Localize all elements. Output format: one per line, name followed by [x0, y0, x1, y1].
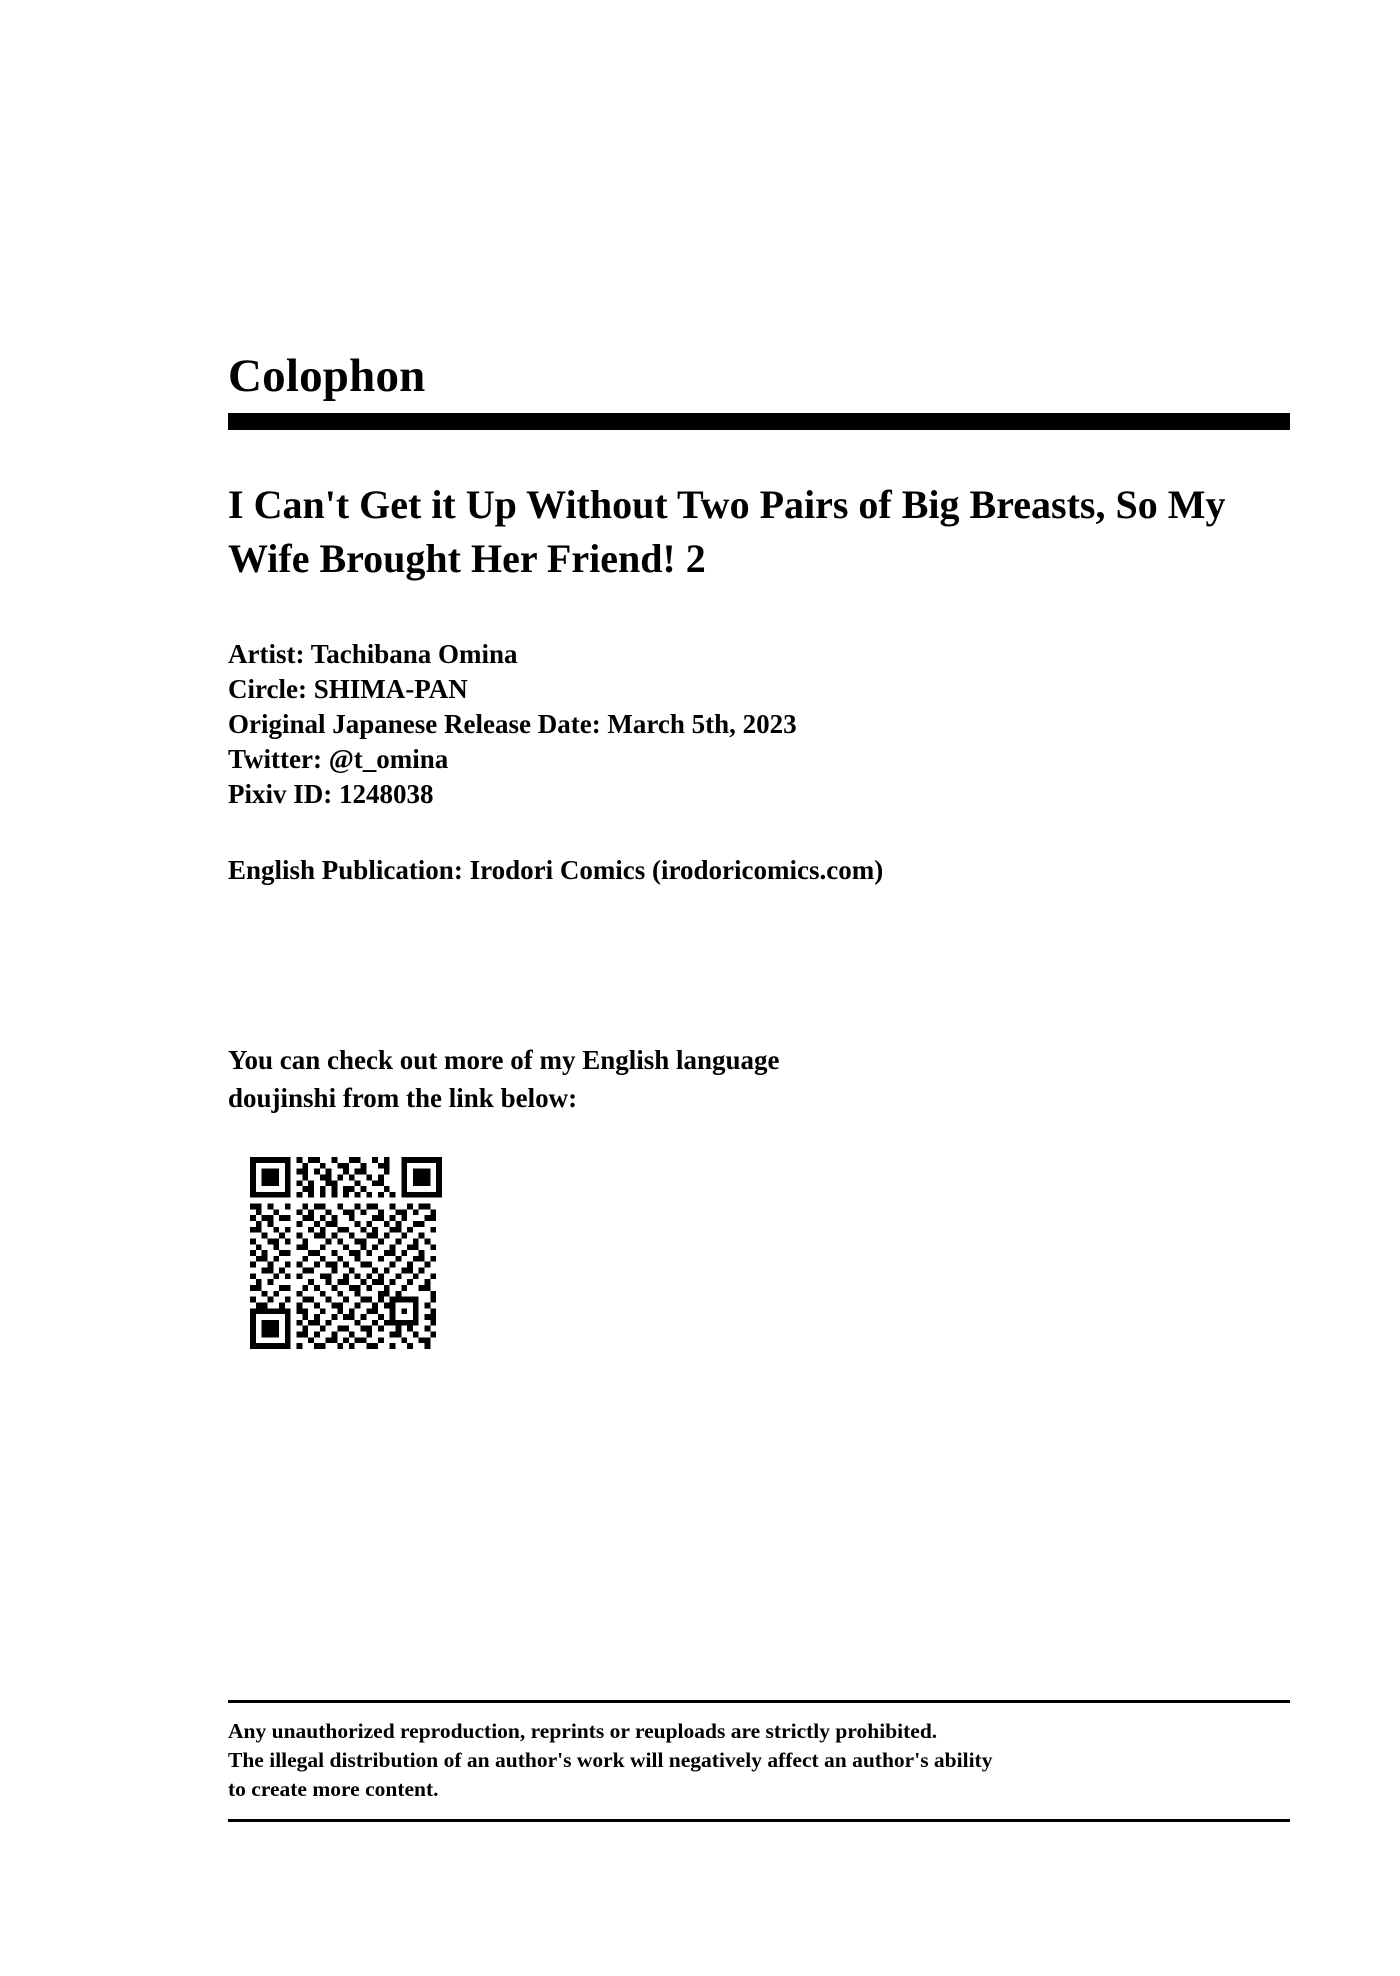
qr-code-icon[interactable] — [250, 1157, 442, 1349]
credit-release-date: Original Japanese Release Date: March 5th, 2023 — [228, 708, 797, 739]
footer-line-1: Any unauthorized reproduction, reprints or reuploads are strictly prohibited. — [228, 1719, 938, 1743]
footer-bottom-divider — [228, 1819, 1290, 1822]
credit-artist: Artist: Tachibana Omina — [228, 638, 518, 669]
promo-line-2: doujinshi from the link below: — [228, 1082, 578, 1113]
footer-line-3: to create more content. — [228, 1777, 439, 1802]
work-title: I Can't Get it Up Without Two Pairs of Big Breasts, So My Wife Brought Her Friend! 2 — [228, 482, 1226, 581]
credits-block — [228, 637, 1298, 812]
footer-notice — [228, 1700, 1290, 1822]
promo-line-1: You can check out more of my English language — [228, 1044, 780, 1075]
qr-code-container[interactable] — [250, 1157, 1298, 1349]
credit-pixiv-id: Pixiv ID: 1248038 — [228, 778, 434, 809]
footer-text — [228, 1703, 1228, 1819]
promo-text — [228, 1041, 1008, 1118]
credit-twitter: Twitter: @t_omina — [228, 743, 449, 774]
colophon-content — [228, 352, 1298, 1349]
page-title: Colophon — [228, 350, 426, 402]
credit-circle: Circle: SHIMA-PAN — [228, 673, 468, 704]
english-publication: English Publication: Irodori Comics (irodoricomics.com) — [228, 855, 884, 886]
title-divider — [228, 413, 1290, 430]
footer-line-2: The illegal distribution of an author's work will negatively affect an author's ability — [228, 1748, 993, 1773]
